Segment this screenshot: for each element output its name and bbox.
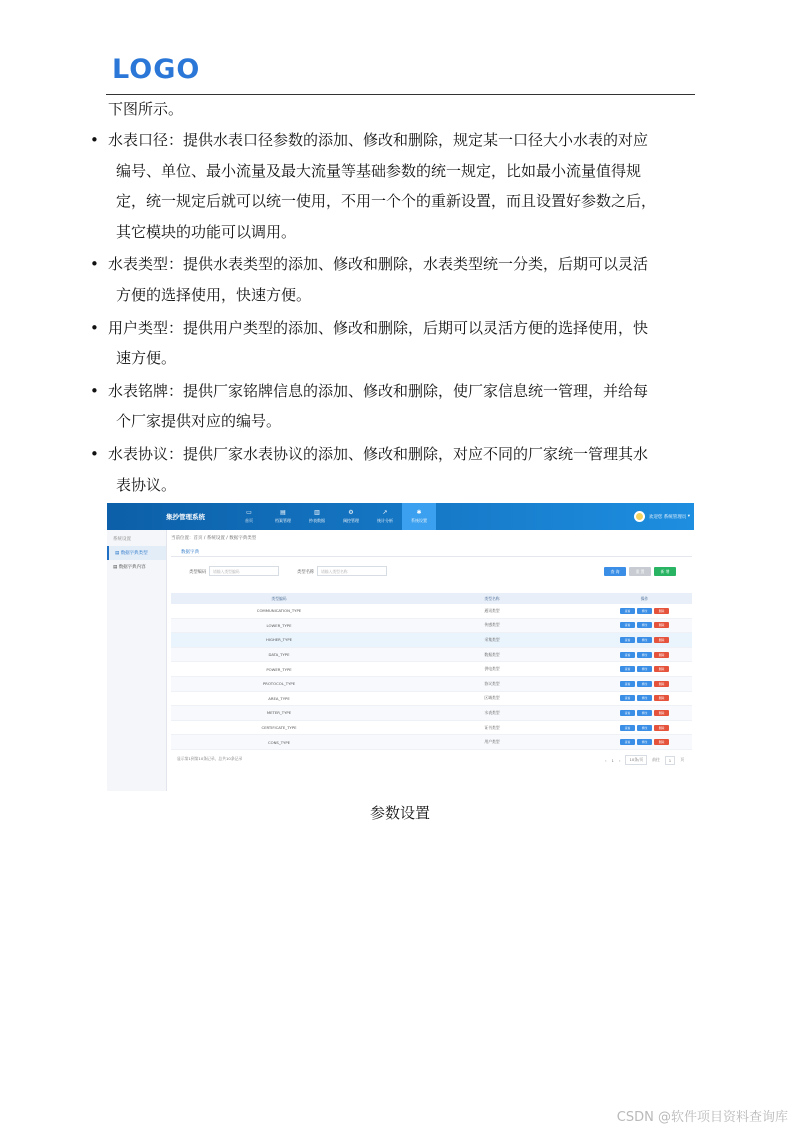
sidebar-item-label: 数据字典类型 [120,551,148,556]
cell-actions [597,677,692,691]
user-text: 欢迎您 系统管理员 [648,514,687,520]
code-label: 类型编码 [189,570,207,575]
cell-code: CERTIFICATE_TYPE [261,725,297,731]
cell-name: 证书类型 [484,724,500,730]
sidebar-head: 系统设置 [113,537,131,542]
bullet-item [88,376,692,437]
cell-name: 协议类型 [484,680,500,686]
view-button[interactable]: 查看 [620,681,635,687]
cell-actions [597,604,692,618]
table-row [171,619,692,634]
cell-actions [597,633,692,647]
bullet-list [88,125,692,502]
bullet-first-line: 水表类型：提供水表类型的添加、修改和删除，水表类型统一分类，后期可以灵活 [108,255,649,274]
delete-button[interactable]: 删除 [654,695,669,701]
bullet-continuation-line: 定，统一规定后就可以统一使用，不用一个个的重新设置，而且设置好参数之后， [116,192,657,211]
sidebar-item-dict-type[interactable] [107,546,166,560]
breadcrumb: 当前位置：首页 / 系统设置 / 数据字典类型 [171,536,257,541]
bullet-continuation-line: 其它模块的功能可以调用。 [116,222,297,241]
list-icon: ▤ [115,551,121,556]
cell-code: METER_TYPE [266,710,292,716]
system-title: 集抄管理系统 [166,513,205,521]
bullet-dot-icon: • [90,381,99,400]
cell-name: 采集类型 [484,636,500,642]
embedded-screenshot [107,503,694,791]
table-row [171,721,692,736]
cell-actions [597,721,692,735]
nav-item[interactable] [402,503,436,530]
edit-button[interactable]: 修改 [637,622,652,628]
delete-button[interactable]: 删除 [654,739,669,745]
table-row [171,706,692,721]
table-row [171,662,692,677]
delete-button[interactable]: 删除 [654,725,669,731]
nav-label: 档案管理 [275,518,291,523]
nav-label: 统计分析 [377,518,393,523]
sidebar-item-dict-content[interactable] [107,560,166,574]
table-body [171,604,692,750]
table-row [171,677,692,692]
view-button[interactable]: 查看 [620,637,635,643]
name-input[interactable]: 请输入类型名称 [317,566,387,576]
edit-button[interactable]: 修改 [637,725,652,731]
trend-icon: ↗ [382,509,388,516]
bullet-continuation-line: 个厂家提供对应的编号。 [116,412,282,431]
code-input[interactable]: 请输入类型编码 [209,566,279,576]
cell-actions [597,662,692,676]
bullet-continuation-line: 编号、单位、最小流量及最大流量等基础参数的统一规定，比如最小流量值得规 [116,161,642,180]
sidebar [107,530,167,791]
cell-name: 用户类型 [484,739,500,745]
nav-label: 抄表数据 [309,518,325,523]
avatar [634,511,645,522]
bullet-first-line: 水表口径：提供水表口径参数的添加、修改和删除，规定某一口径大小水表的对应 [108,131,649,149]
monitor-icon: ▭ [246,509,252,516]
tab-bar [171,547,692,557]
cell-name: 通讯类型 [484,607,500,613]
edit-button[interactable]: 修改 [637,695,652,701]
edit-button[interactable]: 修改 [637,637,652,643]
main-nav [232,503,436,530]
nav-item[interactable] [232,503,266,530]
bullet-first-line: 水表协议：提供厂家水表协议的添加、修改和删除，对应不同的厂家统一管理其水 [108,444,649,463]
edit-button[interactable]: 修改 [637,666,652,672]
header-name: 类型名称 [484,595,500,601]
delete-button[interactable]: 删除 [654,652,669,658]
figure-caption: 参数设置 [369,804,430,822]
table-row [171,692,692,707]
cell-code: CONS_TYPE [267,739,291,745]
table-row [171,604,692,619]
nav-item[interactable] [334,503,368,530]
cell-actions [597,692,692,706]
goto-unit: 页 [680,757,684,762]
cell-name: 数据类型 [484,651,500,657]
cell-code: COMMUNICATION_TYPE [256,608,302,614]
nav-label: 首页 [245,518,253,523]
bullet-dot-icon: • [90,444,99,463]
edit-button[interactable]: 修改 [637,652,652,658]
bullet-item [88,249,692,310]
bullet-dot-icon: • [90,318,99,337]
edit-button[interactable]: 修改 [637,739,652,745]
delete-button[interactable]: 删除 [654,666,669,672]
bullet-item [88,439,692,500]
nav-label: 阀控管理 [343,518,359,523]
bullet-item [88,125,692,247]
delete-button[interactable]: 删除 [654,608,669,614]
cell-name: 供电类型 [484,666,500,672]
delete-button[interactable]: 删除 [654,622,669,628]
cell-code: PROTOCOL_TYPE [262,681,296,687]
sidebar-item-label: 数据字典内容 [118,565,146,570]
watermark: CSDN @软件项目资料查询库 [616,1110,788,1125]
top-bar [107,503,694,530]
edit-button[interactable]: 修改 [637,710,652,716]
edit-button[interactable]: 修改 [637,681,652,687]
chart-bar-icon: ▥ [314,509,320,516]
view-button[interactable]: 查看 [620,710,635,716]
cell-code: HIGHER_TYPE [265,637,293,643]
table-row [171,633,692,648]
valve-icon: ⚙ [348,509,354,516]
bullet-continuation-line: 方便的选择使用，快速方便。 [116,285,312,304]
table-header [171,593,692,604]
cell-actions [597,735,692,749]
chevron-down-icon: ▾ [686,514,690,519]
user-menu[interactable] [634,511,690,522]
table-row [171,735,692,750]
bullet-dot-icon: • [90,131,99,149]
page-size-select[interactable]: 10条/页 [625,755,647,765]
logo: LOGO [112,54,201,85]
footer-info: 显示第1到第10条记录，总共10条记录 [177,756,243,761]
cell-code: AREA_TYPE [268,695,290,701]
view-button[interactable]: 查看 [620,739,635,745]
bullet-dot-icon: • [90,255,99,274]
view-button[interactable]: 查看 [620,622,635,628]
reset-button[interactable]: 重 置 [629,567,651,576]
cell-code: LOWER_TYPE [266,622,292,628]
name-label: 类型名称 [297,570,315,575]
tab-dict[interactable]: 数据字典 [181,550,199,555]
nav-item[interactable] [266,503,300,530]
prev-page-button[interactable]: ‹ [604,757,607,763]
data-table [171,593,692,750]
view-button[interactable]: 查看 [620,608,635,614]
cell-actions [597,619,692,633]
bullet-first-line: 用户类型：提供用户类型的添加、修改和删除，后期可以灵活方便的选择使用，快 [108,318,649,337]
cell-actions [597,648,692,662]
cell-name: 水表类型 [484,709,500,715]
view-button[interactable]: 查看 [620,666,635,672]
current-page[interactable]: 1 [611,757,614,763]
cell-code: POWER_TYPE [266,666,292,672]
delete-button[interactable]: 删除 [654,710,669,716]
view-button[interactable]: 查看 [620,695,635,701]
add-button[interactable]: 新 增 [654,567,676,576]
header-code: 类型编码 [271,595,287,601]
table-row [171,648,692,663]
bullet-continuation-line: 速方便。 [116,349,177,368]
nav-item[interactable] [368,503,402,530]
goto-label: 前往 [652,757,660,762]
cell-name: 传感类型 [484,622,500,628]
nav-label: 系统设置 [411,518,427,523]
view-button[interactable]: 查看 [620,652,635,658]
filter-bar [171,563,692,581]
edit-button[interactable]: 修改 [637,608,652,614]
view-button[interactable]: 查看 [620,725,635,731]
list-icon: ▤ [113,565,119,570]
bullet-first-line: 水表铭牌：提供厂家铭牌信息的添加、修改和删除，使厂家信息统一管理，并给每 [108,381,649,400]
nav-item[interactable] [300,503,334,530]
cell-name: 区域类型 [484,695,500,701]
gear-icon: ✱ [416,509,422,516]
intro-text: 下图所示。 [108,100,184,118]
query-button[interactable]: 查 询 [604,567,626,576]
file-icon: ▤ [280,509,286,516]
header-actions: 操作 [640,595,649,601]
delete-button[interactable]: 删除 [654,681,669,687]
delete-button[interactable]: 删除 [654,637,669,643]
cell-actions [597,706,692,720]
goto-input[interactable]: 1 [665,756,675,765]
bullet-item [88,313,692,374]
pager [605,755,684,765]
next-page-button[interactable]: › [618,757,621,763]
cell-code: DATA_TYPE [268,652,290,658]
bullet-continuation-line: 表协议。 [116,475,177,494]
